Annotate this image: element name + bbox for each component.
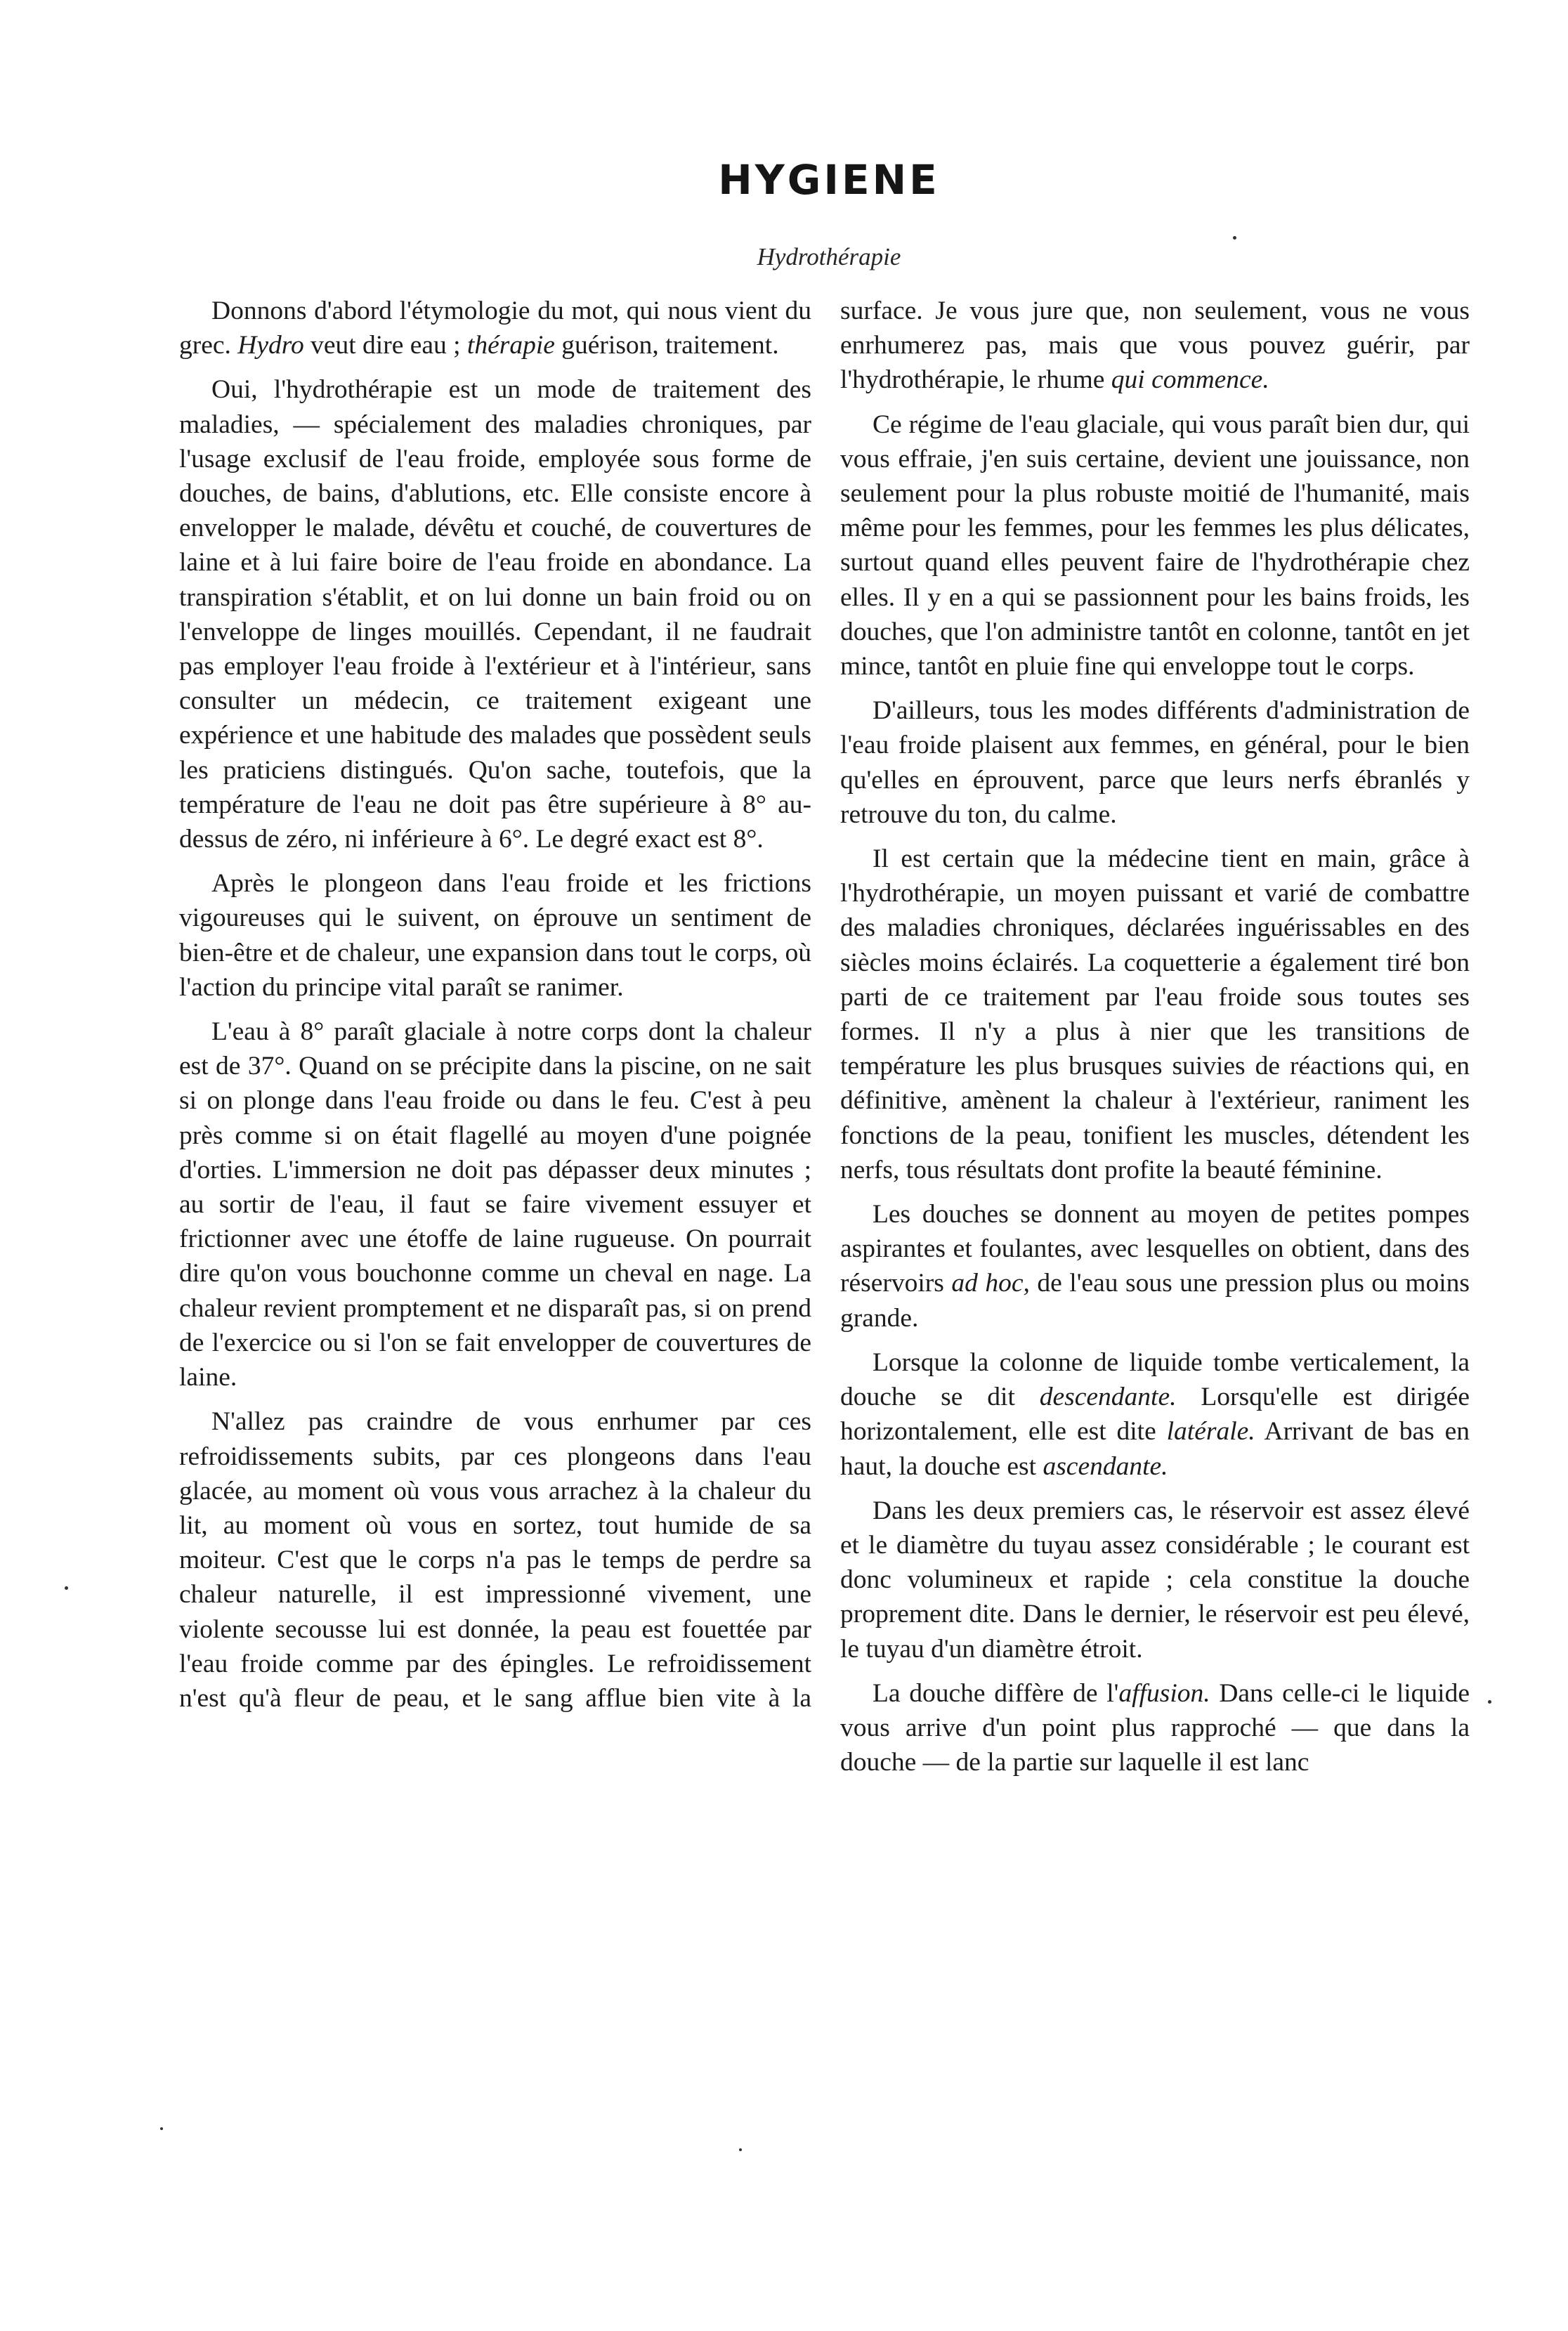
paragraph: Donnons d'abord l'étymologie du mot, qui nous vient du grec. Hydro veut dire eau ; thérapie guérison, traitement. [179, 296, 811, 360]
paragraph: L'eau à 8° paraît glaciale à notre corps dont la chaleur est de 37°. Quand on se précipite dans la piscine, on ne sait si on plonge dans l'eau froide ou dans le feu. C'est à peu près comme si on était flagellé au moyen d'une poignée d'orties. L'immersion ne doit pas dépasser deux minutes ; au sortir de l'eau, il faut se faire vivement essuyer et frictionner avec une étoffe de laine rugueuse. On pourrait dire qu'on vous bouchonne comme un cheval en nage. La chaleur revient promptement et ne disparaît pas, si on prend de l'exercice ou si l'on se fait envelopper de couvertures de laine. [179, 1017, 811, 1392]
print-speck [160, 2127, 163, 2130]
paragraph: D'ailleurs, tous les modes différents d'administration de l'eau froide plaisent aux femmes, en général, pour le bien qu'elles en éprouvent, parce que leurs nerfs ébranlés y retrouve du ton, du calme. [840, 696, 1470, 829]
paragraph: Après le plongeon dans l'eau froide et les frictions vigoureuses qui le suivent, on éprouve un sentiment de bien-être et de chaleur, une expansion dans tout le corps, où l'action du principe vital paraît se ranimer. [179, 869, 811, 1002]
article-subtitle: Hydrothérapie [757, 243, 901, 270]
left-column [179, 294, 811, 1725]
article-title: HYGIENE [718, 156, 940, 204]
print-speck [1233, 236, 1236, 240]
print-speck [739, 2148, 742, 2151]
paragraph: Dans les deux premiers cas, le réservoir est assez élevé et le diamètre du tuyau assez considérable ; le courant est donc volumineux et rapide ; cela constitue la douche proprement dite. Dans le dernier, le réservoir est peu élevé, le tuyau d'un diamètre étroit. [840, 1496, 1470, 1664]
paragraph: Ce régime de l'eau glaciale, qui vous paraît bien dur, qui vous effraie, j'en suis certaine, devient une jouissance, non seulement pour la plus robuste moitié de l'humanité, mais même pour les femmes, pour les femmes les plus délicates, surtout quand elles peuvent faire de l'hydrothérapie chez elles. Il y en a qui se passionnent pour les bains froids, les douches, que l'on administre tantôt en colonne, tantôt en jet mince, tantôt en pluie fine qui enveloppe tout le corps. [840, 410, 1470, 681]
paragraph: Les douches se donnent au moyen de petites pompes aspirantes et foulantes, avec lesquelles on obtient, dans des réservoirs ad hoc, de l'eau sous une pression plus ou moins grande. [840, 1200, 1470, 1333]
paragraph: Lorsque la colonne de liquide tombe verticalement, la douche se dit descendante. Lorsqu'elle est dirigée horizontalement, elle est dite latérale. Arrivant de bas en haut, la douche est ascendante. [840, 1347, 1470, 1481]
paragraph: N'allez pas craindre de vous enrhumer par ces refroidissements subits, par ces plongeons dans l'eau glacée, au moment où vous vous arrachez à la chaleur du lit, au moment où vous en sortez, tout humide de sa moiteur. C'est que le corps n'a pas le temps de perdre sa chaleur naturelle, il est impressionné vivement, une violente secousse lui est donnée, la peau est fouettée par l'eau froide comme par des épingles. Le refroidissement n'est qu'à fleur de peau, et le sang afflue bien vite à la [179, 1407, 811, 1713]
print-speck [1488, 1700, 1491, 1704]
paragraph: surface. Je vous jure que, non seulement, vous ne vous enrhumerez pas, mais que vous pouvez guérir, par l'hydrothérapie, le rhume qui commence. [840, 296, 1470, 395]
right-column [840, 294, 1470, 1789]
paragraph: Oui, l'hydrothérapie est un mode de traitement des maladies, — spécialement des maladies chroniques, par l'usage exclusif de l'eau froide, employée sous forme de douches, de bains, d'ablutions, etc. Elle consiste encore à envelopper le malade, dévêtu et couché, de couvertures de laine et à lui faire boire de l'eau froide en abondance. La transpiration s'établit, et on lui donne un bain froid ou on l'enveloppe de linges mouillés. Cependant, il ne faudrait pas employer l'eau froide à l'extérieur et à l'intérieur, sans consulter un médecin, ce traitement exigeant une expérience et une habitude des malades que possèdent seuls les praticiens distingués. Qu'on sache, toutefois, que la température de l'eau ne doit pas être supérieure à 8° au-dessus de zéro, ni inférieure à 6°. Le degré exact est 8°. [179, 375, 811, 854]
paragraph: Il est certain que la médecine tient en main, grâce à l'hydrothérapie, un moyen puissant et varié de combattre des maladies chroniques, déclarées inguérissables en des siècles moins éclairés. La coquetterie a également tiré bon parti de ce traitement par l'eau froide sous toutes ses formes. Il n'y a plus à nier que les transitions de température les plus brusques suivies de réactions qui, en définitive, amènent la chaleur à l'extérieur, raniment les fonctions de la peau, tonifient les muscles, détendent les nerfs, tous résultats dont profite la beauté féminine. [840, 844, 1470, 1184]
print-speck [65, 1586, 68, 1590]
paragraph: La douche diffère de l'affusion. Dans celle-ci le liquide vous arrive d'un point plus rapproché — que dans la douche — de la partie sur laquelle il est lanc [840, 1678, 1470, 1777]
